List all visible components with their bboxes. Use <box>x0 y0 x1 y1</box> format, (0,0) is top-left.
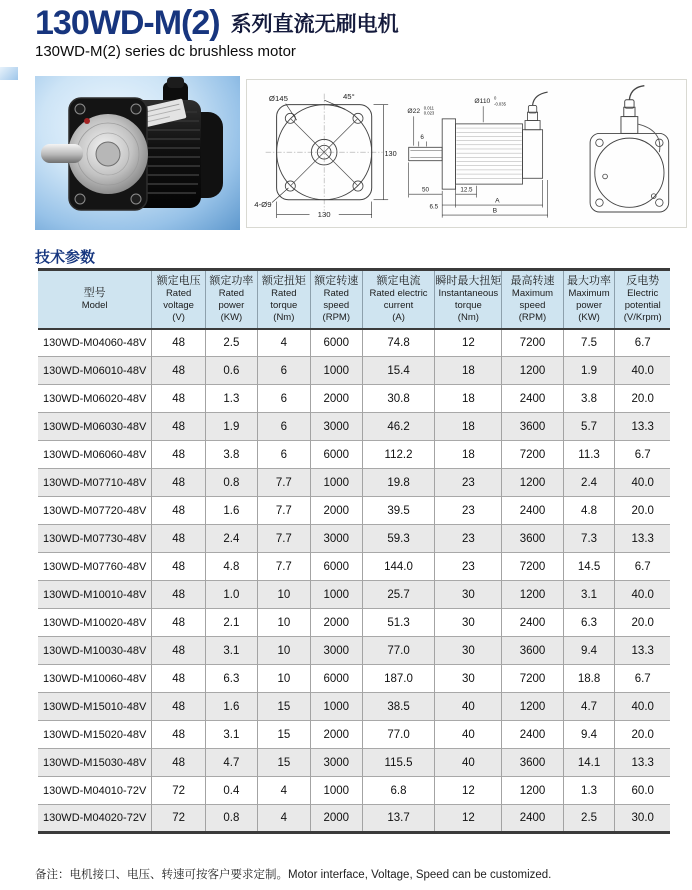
model-cell: 130WD-M07760-48V <box>38 553 152 581</box>
dim-b-label: B <box>492 207 498 215</box>
value-cell: 30.8 <box>362 385 435 413</box>
value-cell: 7.5 <box>563 329 615 357</box>
value-cell: 6.7 <box>615 441 670 469</box>
title-chinese: 系列直流无刷电机 <box>230 13 399 36</box>
table-row <box>38 665 670 693</box>
value-cell: 3600 <box>502 525 563 553</box>
value-cell: 13.3 <box>615 749 670 777</box>
value-cell: 48 <box>152 609 206 637</box>
value-cell: 1000 <box>310 469 362 497</box>
title-model-code: 130WD-M(2) <box>35 4 220 42</box>
spec-table-header-row <box>38 270 670 329</box>
value-cell: 1.3 <box>205 385 257 413</box>
value-cell: 20.0 <box>615 721 670 749</box>
rear-outline <box>590 99 669 211</box>
value-cell: 74.8 <box>362 329 435 357</box>
value-cell: 6000 <box>310 665 362 693</box>
value-cell: 60.0 <box>615 777 670 805</box>
value-cell: 3.1 <box>205 637 257 665</box>
value-cell: 6.8 <box>362 777 435 805</box>
drawing-rear-view <box>577 81 682 227</box>
value-cell: 4 <box>257 329 310 357</box>
table-row <box>38 777 670 805</box>
value-cell: 12 <box>435 329 502 357</box>
value-cell: 48 <box>152 469 206 497</box>
value-cell: 30 <box>435 581 502 609</box>
table-row <box>38 721 670 749</box>
value-cell: 1200 <box>502 469 563 497</box>
corner-decoration <box>0 67 18 80</box>
value-cell: 77.0 <box>362 637 435 665</box>
value-cell: 20.0 <box>615 609 670 637</box>
motor-hub <box>96 142 120 166</box>
value-cell: 48 <box>152 329 206 357</box>
value-cell: 14.5 <box>563 553 615 581</box>
keyway-lines <box>411 150 443 157</box>
side-outline <box>409 105 543 189</box>
technical-drawings-panel <box>246 79 687 228</box>
value-cell: 115.5 <box>362 749 435 777</box>
tech-params-heading: 技术参数 <box>35 249 96 266</box>
value-cell: 6000 <box>310 553 362 581</box>
value-cell: 2.5 <box>205 329 257 357</box>
value-cell: 23 <box>435 469 502 497</box>
dim-height-label: 130 <box>384 148 397 158</box>
value-cell: 10 <box>257 581 310 609</box>
value-cell: 6 <box>257 413 310 441</box>
value-cell: 6 <box>257 357 310 385</box>
value-cell: 7200 <box>502 553 563 581</box>
table-row <box>38 637 670 665</box>
model-cell: 130WD-M15030-48V <box>38 749 152 777</box>
column-header: 额定功率 Rated power (KW) <box>205 270 257 329</box>
value-cell: 48 <box>152 749 206 777</box>
value-cell: 48 <box>152 665 206 693</box>
value-cell: 13.7 <box>362 805 435 833</box>
value-cell: 48 <box>152 553 206 581</box>
motor-connector-cap <box>167 77 184 88</box>
value-cell: 15.4 <box>362 357 435 385</box>
value-cell: 7200 <box>502 329 563 357</box>
table-row <box>38 525 670 553</box>
column-header: 型号 Model <box>38 270 152 329</box>
column-header: 额定扭矩 Rated torque (Nm) <box>257 270 310 329</box>
value-cell: 48 <box>152 413 206 441</box>
column-header: 瞬时最大扭矩 Instantaneous torque (Nm) <box>435 270 502 329</box>
value-cell: 2000 <box>310 721 362 749</box>
table-row <box>38 497 670 525</box>
value-cell: 30 <box>435 609 502 637</box>
value-cell: 6.3 <box>563 609 615 637</box>
model-cell: 130WD-M10010-48V <box>38 581 152 609</box>
value-cell: 30 <box>435 665 502 693</box>
value-cell: 4.7 <box>563 693 615 721</box>
value-cell: 1200 <box>502 693 563 721</box>
value-cell: 1.3 <box>563 777 615 805</box>
value-cell: 18 <box>435 357 502 385</box>
value-cell: 1200 <box>502 581 563 609</box>
drawing-side-view <box>397 81 577 227</box>
cable <box>533 92 548 105</box>
value-cell: 40.0 <box>615 693 670 721</box>
model-cell: 130WD-M04010-72V <box>38 777 152 805</box>
value-cell: 144.0 <box>362 553 435 581</box>
table-row <box>38 553 670 581</box>
dim-shoulder-label: 6.5 <box>429 202 439 210</box>
value-cell: 39.5 <box>362 497 435 525</box>
value-cell: 10 <box>257 665 310 693</box>
value-cell: 7.7 <box>257 553 310 581</box>
value-cell: 11.3 <box>563 441 615 469</box>
dim-width-label: 130 <box>317 209 331 219</box>
value-cell: 30.0 <box>615 805 670 833</box>
value-cell: 2400 <box>502 805 563 833</box>
value-cell: 2400 <box>502 385 563 413</box>
value-cell: 25.7 <box>362 581 435 609</box>
value-cell: 2.4 <box>205 525 257 553</box>
value-cell: 23 <box>435 525 502 553</box>
value-cell: 1.6 <box>205 497 257 525</box>
dim-body-tol-upper: 0 <box>494 95 497 101</box>
table-row <box>38 441 670 469</box>
column-header: 最高转速 Maximum speed (RPM) <box>502 270 563 329</box>
value-cell: 2.4 <box>563 469 615 497</box>
dim-body-dia-label: Ø110 <box>474 97 491 105</box>
column-header: 反电势 Electric potential (V/Krpm) <box>615 270 670 329</box>
side-dimension-lines <box>409 106 548 217</box>
value-cell: 59.3 <box>362 525 435 553</box>
value-cell: 7.7 <box>257 497 310 525</box>
value-cell: 6000 <box>310 329 362 357</box>
value-cell: 15 <box>257 721 310 749</box>
table-row <box>38 693 670 721</box>
value-cell: 4 <box>257 777 310 805</box>
spec-table <box>38 268 670 834</box>
value-cell: 72 <box>152 777 206 805</box>
value-cell: 2.5 <box>563 805 615 833</box>
model-cell: 130WD-M04060-48V <box>42 336 147 349</box>
value-cell: 6 <box>257 441 310 469</box>
model-cell: 130WD-M07730-48V <box>38 525 152 553</box>
table-row <box>38 805 670 833</box>
model-cell: 130WD-M06020-48V <box>38 385 152 413</box>
value-cell: 72 <box>152 805 206 833</box>
body-ribs <box>457 128 522 178</box>
dim-shaft-tol-lower: 0.023 <box>424 110 435 116</box>
table-row <box>38 357 670 385</box>
value-cell: 1000 <box>310 777 362 805</box>
value-cell: 46.2 <box>362 413 435 441</box>
value-cell: 18.8 <box>563 665 615 693</box>
column-header: 额定转速 Rated speed (RPM) <box>310 270 362 329</box>
value-cell: 6.7 <box>615 553 670 581</box>
value-cell: 3000 <box>310 413 362 441</box>
value-cell: 48 <box>152 497 206 525</box>
value-cell: 48 <box>152 693 206 721</box>
value-cell: 0.8 <box>205 469 257 497</box>
value-cell: 20.0 <box>615 385 670 413</box>
column-header: 额定电流 Rated electric current (A) <box>362 270 435 329</box>
value-cell: 6.7 <box>615 665 670 693</box>
model-cell: 130WD-M06060-48V <box>38 441 152 469</box>
value-cell: 18 <box>435 413 502 441</box>
value-cell: 3.8 <box>563 385 615 413</box>
column-header: 额定电压 Rated voltage (V) <box>152 270 206 329</box>
value-cell: 9.4 <box>563 637 615 665</box>
value-cell: 10 <box>257 637 310 665</box>
value-cell: 1.9 <box>563 357 615 385</box>
value-cell: 3600 <box>502 413 563 441</box>
footer-note: 备注：电机接口、电压、转速可按客户要求定制。Motor interface, Voltage, Speed can be customized. <box>35 869 552 881</box>
rear-bolt-holes <box>596 139 663 206</box>
red-dot-sticker <box>84 118 90 124</box>
value-cell: 0.8 <box>205 805 257 833</box>
value-cell: 3600 <box>502 637 563 665</box>
value-cell: 2400 <box>502 609 563 637</box>
value-cell: 5.7 <box>563 413 615 441</box>
value-cell: 1000 <box>310 693 362 721</box>
model-cell: 130WD-M10020-48V <box>38 609 152 637</box>
value-cell: 6.3 <box>205 665 257 693</box>
value-cell: 6 <box>257 385 310 413</box>
dim-body-tol-lower: -0.035 <box>494 100 507 106</box>
model-cell: 130WD-M10030-48V <box>38 637 152 665</box>
value-cell: 4.7 <box>205 749 257 777</box>
dim-shaft-len-label: 50 <box>422 186 430 194</box>
model-cell: 130WD-M07720-48V <box>38 497 152 525</box>
dim-angle-label: 45° <box>342 91 355 101</box>
value-cell: 48 <box>152 637 206 665</box>
value-cell: 10 <box>257 609 310 637</box>
value-cell: 3000 <box>310 749 362 777</box>
column-header: 最大功率 Maximum power (KW) <box>563 270 615 329</box>
value-cell: 2000 <box>310 385 362 413</box>
table-row <box>38 413 670 441</box>
value-cell: 3.8 <box>205 441 257 469</box>
value-cell: 40.0 <box>615 357 670 385</box>
dim-shaft-tol-upper: 0.011 <box>424 105 435 111</box>
value-cell: 6000 <box>310 441 362 469</box>
value-cell: 30 <box>435 637 502 665</box>
value-cell: 48 <box>152 721 206 749</box>
value-cell: 1.6 <box>205 693 257 721</box>
dim-shaft-dia-label: Ø22 <box>407 107 421 115</box>
value-cell: 3.1 <box>563 581 615 609</box>
value-cell: 9.4 <box>563 721 615 749</box>
table-row <box>38 609 670 637</box>
value-cell: 3000 <box>310 525 362 553</box>
rear-wire <box>638 124 660 152</box>
value-cell: 40.0 <box>615 469 670 497</box>
value-cell: 51.3 <box>362 609 435 637</box>
value-cell: 12 <box>435 805 502 833</box>
value-cell: 19.8 <box>362 469 435 497</box>
value-cell: 40 <box>435 721 502 749</box>
motor-shaft <box>41 144 83 163</box>
value-cell: 7.7 <box>257 469 310 497</box>
dim-holes-label: 4-Ø9 <box>254 199 272 209</box>
table-row <box>38 329 670 357</box>
value-cell: 2000 <box>310 609 362 637</box>
motor-photo-illustration <box>35 76 240 230</box>
model-cell: 130WD-M10060-48V <box>38 665 152 693</box>
value-cell: 4 <box>257 805 310 833</box>
dim-flange-circle-label: Ø145 <box>268 93 288 103</box>
model-cell: 130WD-M07710-48V <box>38 469 152 497</box>
value-cell: 40 <box>435 749 502 777</box>
dim-boss-len-label: 12.5 <box>460 186 473 194</box>
dim-a-label: A <box>495 197 500 205</box>
value-cell: 7200 <box>502 441 563 469</box>
value-cell: 112.2 <box>362 441 435 469</box>
page-title <box>35 6 399 40</box>
drawing-front-view <box>251 81 397 227</box>
model-cell: 130WD-M04020-72V <box>38 805 152 833</box>
value-cell: 3000 <box>310 637 362 665</box>
dimension-lines <box>272 100 388 218</box>
value-cell: 15 <box>257 693 310 721</box>
value-cell: 38.5 <box>362 693 435 721</box>
title-english-subtitle: 130WD-M(2) series dc brushless motor <box>35 43 296 60</box>
value-cell: 18 <box>435 385 502 413</box>
value-cell: 2.1 <box>205 609 257 637</box>
table-row <box>38 581 670 609</box>
value-cell: 77.0 <box>362 721 435 749</box>
value-cell: 0.6 <box>205 357 257 385</box>
value-cell: 13.3 <box>615 413 670 441</box>
value-cell: 3.1 <box>205 721 257 749</box>
value-cell: 7.3 <box>563 525 615 553</box>
value-cell: 14.1 <box>563 749 615 777</box>
value-cell: 15 <box>257 749 310 777</box>
value-cell: 48 <box>152 441 206 469</box>
value-cell: 2000 <box>310 497 362 525</box>
value-cell: 48 <box>152 357 206 385</box>
value-cell: 48 <box>152 525 206 553</box>
model-cell: 130WD-M06010-48V <box>38 357 152 385</box>
value-cell: 1.0 <box>205 581 257 609</box>
value-cell: 18 <box>435 441 502 469</box>
value-cell: 20.0 <box>615 497 670 525</box>
value-cell: 4.8 <box>563 497 615 525</box>
value-cell: 13.3 <box>615 525 670 553</box>
model-cell: 130WD-M06030-48V <box>38 413 152 441</box>
value-cell: 1.9 <box>205 413 257 441</box>
product-photo <box>35 76 240 230</box>
value-cell: 13.3 <box>615 637 670 665</box>
dim-key-width-label: 6 <box>420 133 425 141</box>
value-cell: 23 <box>435 553 502 581</box>
value-cell: 40.0 <box>615 581 670 609</box>
table-row <box>38 385 670 413</box>
value-cell: 2000 <box>310 805 362 833</box>
value-cell: 1200 <box>502 777 563 805</box>
value-cell: 0.4 <box>205 777 257 805</box>
value-cell: 1000 <box>310 357 362 385</box>
value-cell: 3600 <box>502 749 563 777</box>
page-header <box>35 6 399 60</box>
value-cell: 1200 <box>502 357 563 385</box>
value-cell: 48 <box>152 385 206 413</box>
value-cell: 7200 <box>502 665 563 693</box>
model-cell: 130WD-M15020-48V <box>38 721 152 749</box>
spec-table-body <box>38 329 670 833</box>
value-cell: 1000 <box>310 581 362 609</box>
value-cell: 48 <box>152 581 206 609</box>
value-cell: 2400 <box>502 497 563 525</box>
value-cell: 2400 <box>502 721 563 749</box>
value-cell: 187.0 <box>362 665 435 693</box>
model-cell: 130WD-M15010-48V <box>38 693 152 721</box>
value-cell: 23 <box>435 497 502 525</box>
rear-cable <box>630 85 645 99</box>
table-row <box>38 749 670 777</box>
value-cell: 6.7 <box>615 329 670 357</box>
value-cell: 4.8 <box>205 553 257 581</box>
value-cell: 40 <box>435 693 502 721</box>
value-cell: 12 <box>435 777 502 805</box>
value-cell: 7.7 <box>257 525 310 553</box>
table-row <box>38 469 670 497</box>
